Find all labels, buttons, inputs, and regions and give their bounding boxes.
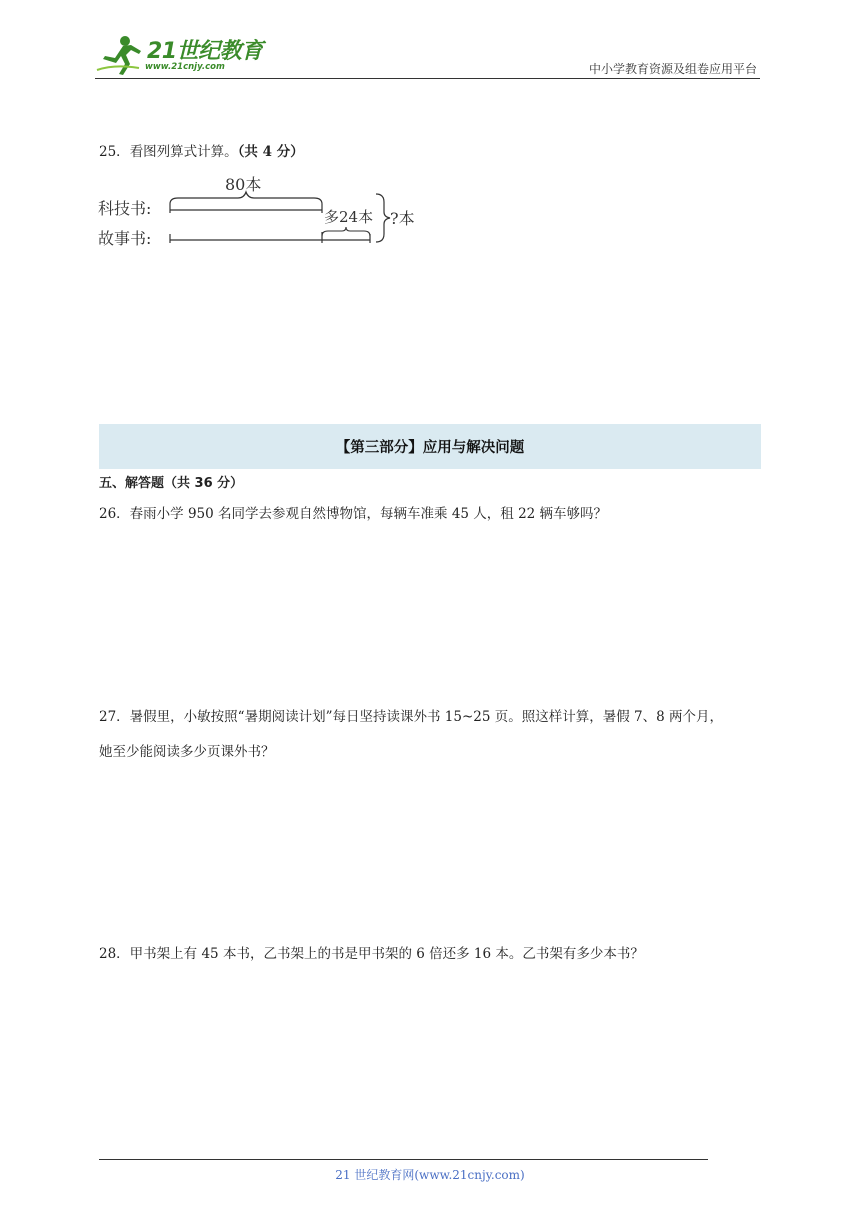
question-28: 28．甲书架上有 45 本书，乙书架上的书是甲书架的 6 倍还多 16 本。乙书架有多少本书？ [99, 946, 644, 962]
question-25-number: 25． [99, 144, 130, 160]
diagram-row2-label: 故事书: [98, 229, 152, 248]
question-25-text: 看图列算式计算。 [129, 144, 238, 160]
footer-link[interactable]: 21 世纪教育网(www.21cnjy.com) [335, 1168, 525, 1182]
logo-url-text: www.21cnjy.com [145, 62, 225, 72]
line-segment-diagram [98, 170, 428, 250]
diagram-top-value: 80本 [225, 175, 262, 194]
runner-logo-icon [95, 34, 145, 76]
diagram-total-value: ?本 [390, 209, 415, 228]
diagram-row1-label: 科技书: [98, 199, 152, 218]
footer-divider [99, 1159, 708, 1160]
section-title: 【第三部分】应用与解决问题 [335, 440, 525, 456]
section-banner [99, 424, 761, 469]
diagram-diff-value: 多24本 [324, 208, 374, 226]
header-divider [95, 78, 760, 79]
question-26: 26．春雨小学 950 名同学去参观自然博物馆，每辆车准乘 45 人，租 22 辆车够吗？ [99, 506, 608, 522]
question-27-line2: 她至少能阅读多少页课外书？ [99, 744, 275, 760]
question-27-line1: 27．暑假里，小敏按照“暑期阅读计划”每日坚持读课外书 15~25 页。照这样计算，暑假 7、8 两个月， [99, 709, 723, 725]
question-25 [99, 140, 304, 160]
site-logo [95, 34, 265, 80]
header-platform-text: 中小学教育资源及组卷应用平台 [588, 62, 757, 76]
diagram-lines [98, 170, 428, 250]
question-25-score: （共 4 分） [237, 144, 304, 160]
section-subheading: 五、解答题（共 36 分） [99, 476, 244, 491]
logo-brand-text: 21世纪教育 [147, 39, 263, 64]
